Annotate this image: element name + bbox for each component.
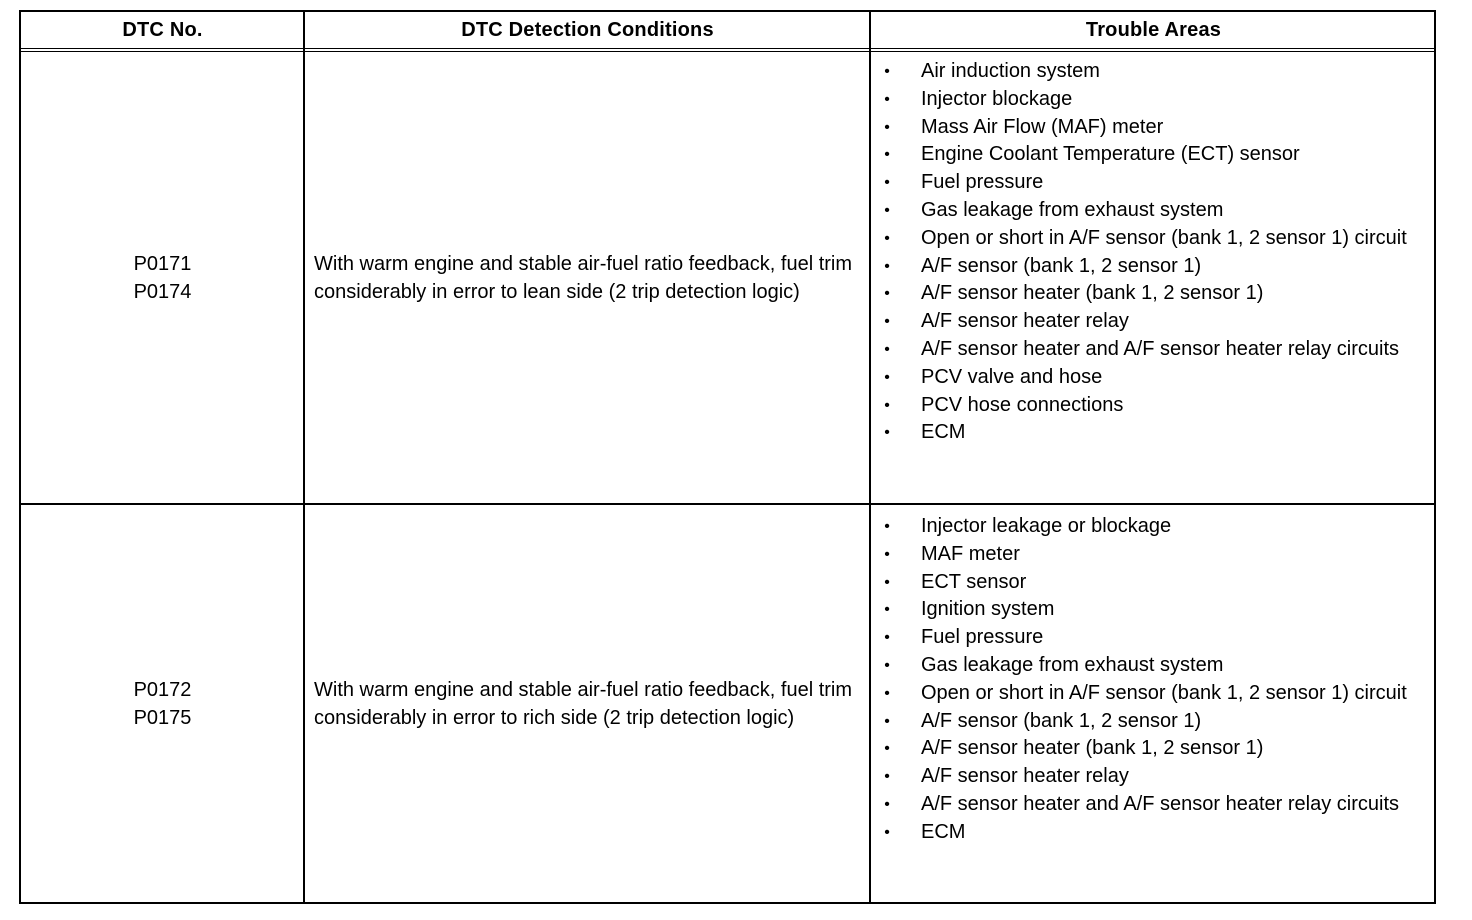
table-header-row — [21, 12, 1434, 52]
detection-condition-cell — [314, 505, 859, 902]
trouble-area-item — [879, 735, 1429, 763]
bullet-icon: • — [884, 601, 890, 619]
trouble-area-text: MAF meter — [921, 542, 1020, 565]
trouble-area-item — [879, 791, 1429, 819]
bullet-icon: • — [884, 712, 890, 730]
trouble-area-text: Ignition system — [921, 598, 1055, 621]
trouble-area-text: ECM — [921, 820, 966, 843]
dtc-code: P0172 — [133, 678, 192, 701]
trouble-area-item — [879, 652, 1429, 680]
bullet-icon: • — [884, 201, 890, 219]
dtc-table — [19, 10, 1436, 904]
bullet-icon: • — [884, 740, 890, 758]
trouble-area-text: Open or short in A/F sensor (bank 1, 2 sensor 1) circuit — [921, 681, 1407, 704]
bullet-icon: • — [884, 656, 890, 674]
bullet-icon: • — [884, 118, 890, 136]
trouble-area-item — [879, 280, 1429, 308]
bullet-icon: • — [884, 823, 890, 841]
trouble-area-item — [879, 708, 1429, 736]
dtc-code: P0174 — [133, 280, 192, 303]
bullet-icon: • — [884, 146, 890, 164]
header-dtc-no: DTC No. — [122, 18, 203, 41]
trouble-area-text: A/F sensor (bank 1, 2 sensor 1) — [921, 709, 1202, 732]
trouble-area-item — [879, 308, 1429, 336]
trouble-area-text: Mass Air Flow (MAF) meter — [921, 115, 1164, 138]
table-row — [21, 505, 1434, 902]
trouble-area-item — [879, 513, 1429, 541]
trouble-area-text: Injector blockage — [921, 87, 1073, 110]
bullet-icon: • — [884, 313, 890, 331]
trouble-area-item — [879, 58, 1429, 86]
bullet-icon: • — [884, 573, 890, 591]
trouble-area-text: Fuel pressure — [921, 171, 1044, 194]
trouble-area-item — [879, 336, 1429, 364]
detection-condition-text: With warm engine and stable air-fuel ratio feedback, fuel trim considerably in error to lean side (2 trip detection logic) — [314, 252, 853, 303]
trouble-area-text: Engine Coolant Temperature (ECT) sensor — [921, 143, 1300, 166]
trouble-area-text: A/F sensor heater relay — [921, 310, 1129, 333]
trouble-area-text: A/F sensor heater and A/F sensor heater relay circuits — [921, 792, 1399, 815]
bullet-icon: • — [884, 285, 890, 303]
trouble-area-text: Open or short in A/F sensor (bank 1, 2 sensor 1) circuit — [921, 226, 1407, 249]
trouble-area-item — [879, 596, 1429, 624]
trouble-area-text: Fuel pressure — [921, 626, 1044, 649]
dtc-code: P0175 — [133, 706, 192, 729]
trouble-area-item — [879, 419, 1429, 447]
header-detection-conditions: DTC Detection Conditions — [461, 18, 714, 41]
trouble-area-item — [879, 680, 1429, 708]
trouble-area-text: PCV valve and hose — [921, 365, 1103, 388]
table-row — [21, 52, 1434, 505]
bullet-icon: • — [884, 545, 890, 563]
trouble-area-text: A/F sensor heater and A/F sensor heater relay circuits — [921, 337, 1399, 360]
trouble-area-item — [879, 169, 1429, 197]
bullet-icon: • — [884, 90, 890, 108]
trouble-area-text: A/F sensor (bank 1, 2 sensor 1) — [921, 254, 1202, 277]
dtc-code-cell — [21, 505, 304, 902]
trouble-area-item — [879, 197, 1429, 225]
bullet-icon: • — [884, 174, 890, 192]
trouble-area-item — [879, 624, 1429, 652]
trouble-area-item — [879, 141, 1429, 169]
trouble-area-item — [879, 541, 1429, 569]
bullet-icon: • — [884, 768, 890, 786]
bullet-icon: • — [884, 368, 890, 386]
trouble-area-text: Gas leakage from exhaust system — [921, 653, 1224, 676]
trouble-area-text: Injector leakage or blockage — [921, 515, 1172, 537]
bullet-icon: • — [884, 257, 890, 275]
trouble-area-item — [879, 253, 1429, 281]
detection-condition-text: With warm engine and stable air-fuel ratio feedback, fuel trim considerably in error to rich side (2 trip detection logic) — [314, 678, 853, 729]
bullet-icon: • — [884, 795, 890, 813]
trouble-area-item — [879, 763, 1429, 791]
header-trouble-areas: Trouble Areas — [1085, 18, 1222, 41]
bullet-icon: • — [884, 63, 890, 80]
trouble-area-item — [879, 364, 1429, 392]
trouble-area-text: Air induction system — [921, 60, 1100, 82]
trouble-area-text: A/F sensor heater relay — [921, 765, 1129, 788]
bullet-icon: • — [884, 518, 890, 535]
trouble-area-item — [879, 819, 1429, 847]
trouble-area-text: ECM — [921, 421, 966, 444]
bullet-icon: • — [884, 340, 890, 358]
trouble-areas-list — [879, 58, 1429, 447]
bullet-icon: • — [884, 229, 890, 247]
trouble-area-item — [879, 86, 1429, 114]
trouble-area-item — [879, 392, 1429, 420]
trouble-areas-list — [879, 513, 1429, 847]
trouble-area-item — [879, 114, 1429, 142]
bullet-icon: • — [884, 396, 890, 414]
trouble-area-text: PCV hose connections — [921, 393, 1124, 416]
detection-condition-cell — [314, 52, 859, 503]
dtc-code: P0171 — [133, 252, 192, 275]
trouble-area-text: Gas leakage from exhaust system — [921, 198, 1224, 221]
trouble-area-text: A/F sensor heater (bank 1, 2 sensor 1) — [921, 737, 1264, 760]
dtc-code-cell — [21, 52, 304, 503]
bullet-icon: • — [884, 424, 890, 442]
trouble-area-text: ECT sensor — [921, 570, 1027, 593]
bullet-icon: • — [884, 684, 890, 702]
trouble-area-item — [879, 225, 1429, 253]
bullet-icon: • — [884, 629, 890, 647]
trouble-area-item — [879, 569, 1429, 597]
trouble-area-text: A/F sensor heater (bank 1, 2 sensor 1) — [921, 282, 1264, 305]
